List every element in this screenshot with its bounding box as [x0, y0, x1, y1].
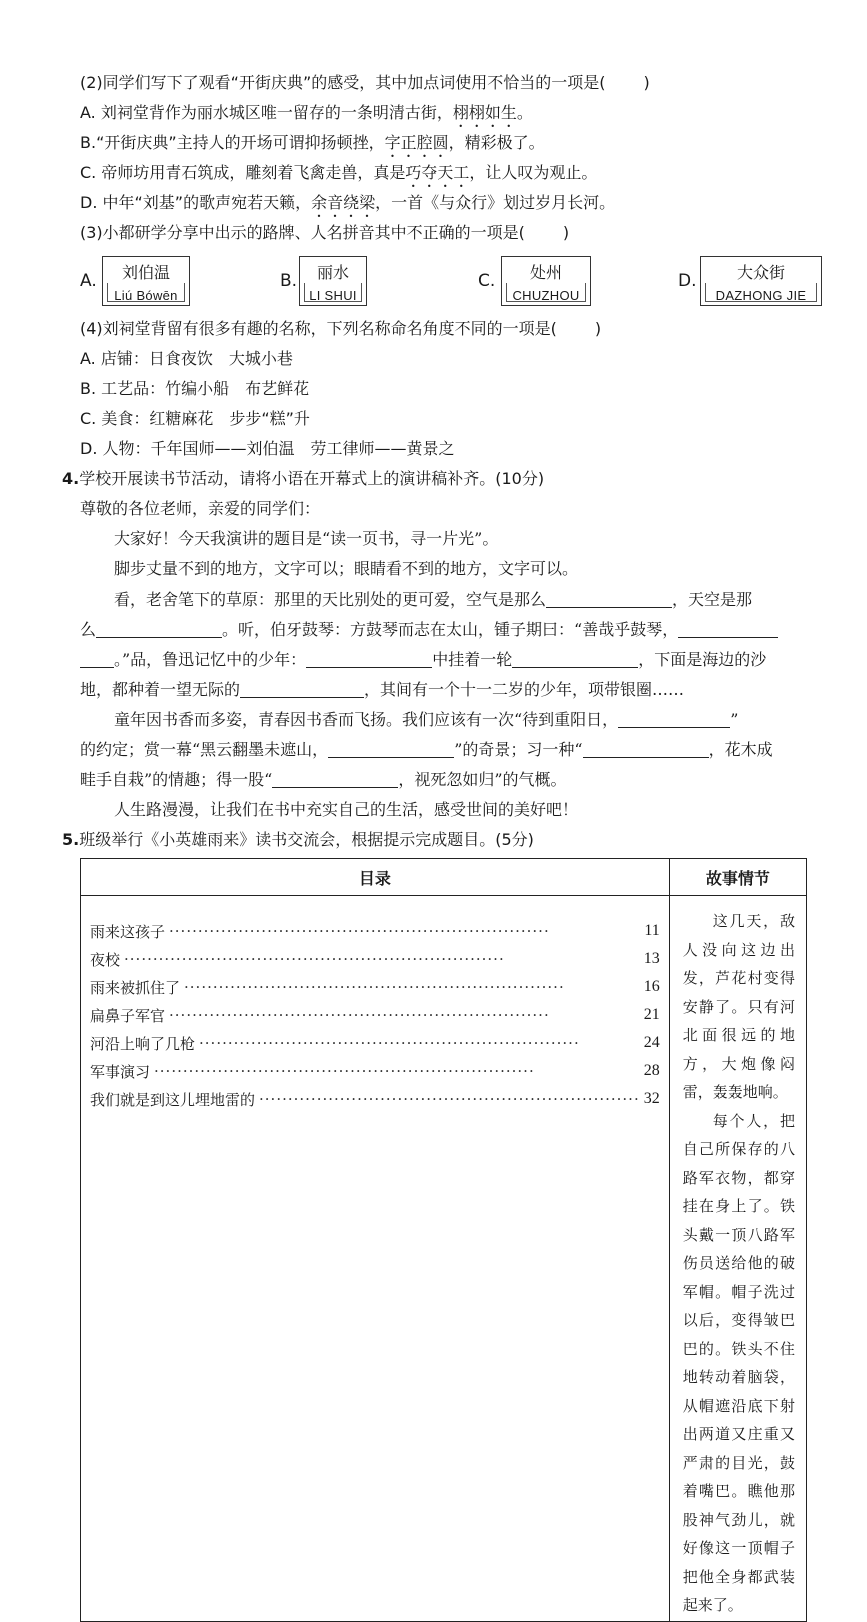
sign-option-b-label[interactable]: B. [280, 271, 298, 291]
q5-heading: 5.班级举行《小英雄雨来》读书交流会，根据提示完成题目。(5分) [62, 830, 534, 849]
q3-4-option-c[interactable]: C. 美食：红糖麻花 步步“糕”升 [80, 409, 310, 428]
toc-entry [90, 917, 660, 945]
dotted-word: 栩栩如生 [452, 103, 517, 122]
toc-page-number: 13 [643, 950, 660, 967]
toc-entry [90, 1057, 660, 1085]
speech-p3-line2: 么 。听，伯牙鼓琴：方鼓琴而志在太山，锺子期曰：“善哉乎鼓琴， [80, 619, 778, 641]
road-sign-b[interactable]: 丽水 LI SHUI [299, 256, 367, 306]
plot-text [671, 897, 805, 1620]
toc-page-number: 28 [643, 1062, 660, 1079]
q3-4-stem: (4)刘祠堂背留有很多有趣的名称，下列名称命名角度不同的一项是( ) [80, 319, 602, 338]
toc-leader: ·································································· [154, 1062, 535, 1080]
q3-4-option-b[interactable]: B. 工艺品：竹编小船 布艺鲜花 [80, 379, 310, 398]
toc-leader: ·································································· [199, 1034, 580, 1052]
toc-title: 雨来被抓住了 [90, 978, 181, 997]
toc-title: 军事演习 [90, 1062, 151, 1081]
q3-2-stem: (2)同学们写下了观看“开街庆典”的感受，其中加点词使用不恰当的一项是( ) [80, 73, 650, 92]
q3-2-option-d[interactable]: D. 中年“刘基”的歌声宛若天籁，余音绕梁，一首《与众行》划过岁月长河。 [80, 193, 616, 212]
speech-p5: 人生路漫漫，让我们在书中充实自己的生活，感受世间的美好吧！ [114, 800, 579, 819]
speech-p1: 大家好！今天我演讲的题目是“读一页书，寻一片光”。 [114, 529, 499, 548]
q3-4-option-d[interactable]: D. 人物：千年国师——刘伯温 劳工律师——黄景之 [80, 439, 455, 458]
fill-blank-guqin-1[interactable] [678, 621, 778, 638]
speech-p3-line1: 看，老舍笔下的草原：那里的天比别处的更可爱，空气是那么 ，天空是那 [114, 590, 753, 609]
question-number: 5. [62, 830, 80, 849]
toc-leader: ·································································· [259, 1090, 640, 1108]
fill-blank-poem-4[interactable] [272, 771, 398, 788]
toc-entry [90, 1029, 660, 1057]
toc-page-number: 16 [643, 978, 660, 995]
road-sign-c[interactable]: 处州 CHUZHOU [501, 256, 591, 306]
q4-heading: 4.学校开展读书节活动，请将小语在开幕式上的演讲稿补齐。(10分) [62, 469, 545, 488]
fill-blank-watermelon[interactable] [240, 681, 364, 698]
toc-leader: ·································································· [184, 978, 565, 996]
toc-page-number: 24 [643, 1034, 660, 1051]
toc-title: 扁鼻子军官 [90, 1006, 166, 1025]
dotted-word: 巧夺天工 [405, 163, 470, 182]
toc-page-number: 21 [643, 1006, 660, 1023]
question-number: 4. [62, 469, 80, 488]
toc-leader: ·································································· [169, 1006, 550, 1024]
fill-blank-poem-3[interactable] [583, 741, 709, 758]
toc-entry [90, 1085, 660, 1113]
toc-title: 雨来这孩子 [90, 922, 166, 941]
speech-p4-line2: 的约定；赏一幕“黑云翻墨未遮山， ”的奇景；习一种“ ，花木成 [80, 740, 773, 759]
toc-page-number: 32 [643, 1090, 660, 1107]
toc-list [82, 897, 668, 1113]
speech-p2: 脚步丈量不到的地方，文字可以；眼睛看不到的地方，文字可以。 [114, 559, 579, 578]
toc-entry [90, 945, 660, 973]
fill-blank-air[interactable] [546, 591, 672, 608]
sign-option-c-label[interactable]: C. [478, 271, 496, 291]
toc-cell [81, 896, 670, 1622]
toc-title: 夜校 [90, 950, 121, 969]
plot-cell [669, 896, 806, 1622]
table-header-plot: 故事情节 [669, 859, 806, 896]
table-header-toc: 目录 [81, 859, 670, 896]
fill-blank-guqin-2[interactable] [80, 651, 114, 668]
road-sign-a[interactable]: 刘伯温 Liú Bówēn [102, 256, 190, 306]
toc-title: 我们就是到这儿埋地雷的 [90, 1090, 256, 1109]
dotted-word: 字正腔圆 [384, 133, 449, 152]
fill-blank-poem-2[interactable] [328, 741, 454, 758]
q3-3-stem: (3)小都研学分享中出示的路牌、人名拼音其中不正确的一项是( ) [80, 223, 570, 242]
q3-2-option-c[interactable]: C. 帝师坊用青石筑成，雕刻着飞禽走兽，真是巧夺天工，让人叹为观止。 [80, 163, 598, 182]
speech-p3-line3: 。”品，鲁迅记忆中的少年： 中挂着一轮 ，下面是海边的沙 [80, 649, 766, 671]
book-table [80, 858, 807, 1622]
speech-p4-line3: 畦手自栽”的情趣；得一股“ ，视死忽如归”的气概。 [80, 770, 567, 789]
q3-2-option-a[interactable]: A. 刘祠堂背作为丽水城区唯一留存的一条明清古街，栩栩如生。 [80, 103, 533, 122]
fill-blank-sky-color[interactable] [306, 651, 432, 668]
toc-leader: ·································································· [169, 922, 550, 940]
speech-greeting: 尊敬的各位老师，亲爱的同学们： [80, 499, 321, 518]
fill-blank-sky[interactable] [96, 621, 222, 638]
q3-2-option-b[interactable]: B.“开街庆典”主持人的开场可谓抑扬顿挫，字正腔圆，精彩极了。 [80, 133, 545, 152]
fill-blank-poem-1[interactable] [618, 711, 730, 728]
speech-p3-line4: 地，都种着一望无际的 ，其间有一个十一二岁的少年，项带银圈…… [80, 680, 685, 699]
plot-paragraph-1: 这几天，敌人没向这边出发，芦花村变得安静了。只有河北面很远的地方，大炮像闷雷，轰轰地响。 [682, 912, 795, 1101]
toc-leader: ·································································· [124, 950, 505, 968]
sign-option-d-label[interactable]: D. [678, 271, 697, 291]
toc-page-number: 11 [644, 922, 660, 939]
plot-paragraph-2: 每个人，把自己所保存的八路军衣物，都穿挂在身上了。铁头戴一顶八路军伤员送给他的破军帽。帽子洗过以后，变得皱巴巴的。铁头不住地转动着脑袋，从帽遮沿底下射出两道又庄重又严肃的目光，鼓着嘴巴。瞧他那股神气劲儿，就好像这一顶帽子把他全身都武装起来了。 [682, 1111, 795, 1614]
toc-title: 河沿上响了几枪 [90, 1034, 196, 1053]
speech-p4-line1: 童年因书香而多姿，青春因书香而飞扬。我们应该有一次“待到重阳日， ” [114, 710, 739, 729]
fill-blank-moon[interactable] [512, 651, 638, 668]
toc-entry [90, 973, 660, 1001]
q3-4-option-a[interactable]: A. 店铺：日食夜饮 大城小巷 [80, 349, 293, 368]
sign-option-a-label[interactable]: A. [80, 271, 97, 291]
road-sign-d[interactable]: 大众街 DAZHONG JIE [700, 256, 822, 306]
toc-entry [90, 1001, 660, 1029]
dotted-word: 余音绕梁 [311, 193, 376, 212]
